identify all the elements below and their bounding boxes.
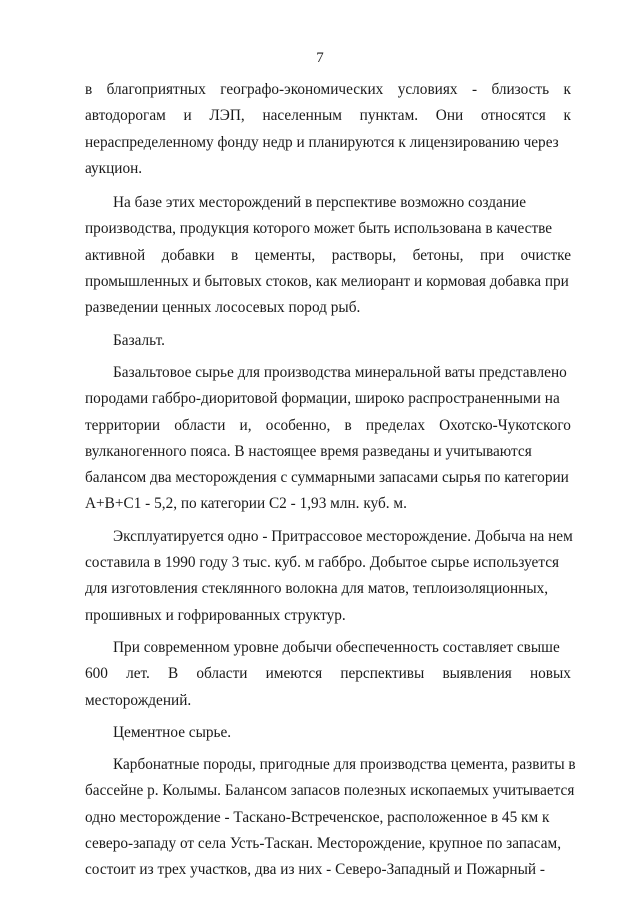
text-line: для изготовления стеклянного волокна для матов, теплоизоляционных, (85, 580, 549, 598)
text-line: Базальтовое сырье для производства минеральной ваты представлено (113, 363, 567, 381)
word: населенным (262, 107, 342, 125)
paragraph (85, 524, 571, 629)
paragraph (85, 360, 571, 518)
word: растворы, (331, 246, 397, 264)
paragraph (85, 190, 571, 321)
text-line: одно месторождение - Таскано-Встреченское, расположенное в 45 км к (85, 808, 550, 826)
paragraph (85, 77, 571, 182)
text-line: производства, продукция которого может быть использована в качестве (85, 220, 553, 238)
word: области (196, 665, 248, 683)
text-line: аукцион. (85, 159, 143, 177)
section-heading-cement: Цементное сырье. (113, 723, 232, 741)
text-line: промышленных и бытовых стоков, как мелиорант и кормовая добавка при (85, 273, 569, 291)
word: к (563, 107, 571, 125)
word: в (85, 81, 93, 98)
text-line: разведении ценных лососевых пород рыб. (85, 299, 361, 317)
text-line: составила в 1990 году 3 тыс. куб. м габбро. Добытое сырье используется (85, 554, 560, 572)
word: к (563, 81, 571, 98)
word: имеются (265, 665, 323, 683)
text-line: породами габбро-диоритовой формации, широко распространенными на (85, 390, 560, 408)
text-line: На базе этих месторождений в перспективе возможно создание (113, 194, 527, 212)
section-heading-basalt: Базальт. (113, 331, 165, 349)
word: В (168, 665, 179, 683)
paragraph (85, 752, 576, 883)
word: перспективы (340, 665, 425, 683)
word: выявления (442, 665, 512, 683)
page-number: 7 (316, 50, 324, 66)
word: в (344, 416, 352, 434)
word: относятся (480, 107, 546, 125)
text-line: нераспределенному фонду недр и планируются к лицензированию через (85, 133, 559, 151)
word: при (479, 246, 505, 264)
text-line: бассейне р. Колымы. Балансом запасов полезных ископаемых учитывается (85, 782, 575, 800)
text-line (85, 77, 571, 103)
word: ЛЭП, (209, 107, 245, 125)
word: активной (85, 246, 146, 264)
word: добавки (161, 246, 215, 264)
text-line (85, 661, 571, 687)
word: географо-экономических (220, 81, 384, 98)
document-body (85, 77, 576, 884)
word: и, (239, 416, 252, 434)
text-line: А+В+С1 - 5,2, по категории С2 - 1,93 млн. куб. м. (85, 495, 407, 513)
word: бетоны, (412, 246, 464, 264)
text-line: северо-западу от села Усть-Таскан. Месторождение, крупное по запасам, (85, 835, 562, 853)
word: - (471, 81, 478, 98)
word: близость (491, 81, 550, 98)
word: благоприятных (106, 81, 206, 98)
word: пределах (365, 416, 425, 434)
word: новых (529, 665, 571, 683)
word: особенно, (265, 416, 331, 434)
word: цементы, (254, 246, 316, 264)
word: пунктам. (359, 107, 419, 125)
word: автодорогам (85, 107, 166, 125)
text-line: состоит из трех участков, два из них - Северо-Западный и Пожарный - (85, 861, 545, 879)
word: Охотско-Чукотского (439, 416, 571, 434)
word: территории (85, 416, 161, 434)
text-line: прошивных и гофрированных структур. (85, 606, 346, 624)
text-line: вулканогенного пояса. В настоящее время разведаны и учитываются (85, 442, 532, 460)
paragraph (85, 635, 571, 714)
text-line (85, 413, 571, 439)
text-line (85, 103, 571, 129)
word: области (174, 416, 226, 434)
text-line: При современном уровне добычи обеспеченность составляет свыше (113, 638, 560, 656)
word: в (231, 246, 239, 264)
word: лет. (126, 665, 150, 683)
text-line (85, 243, 571, 269)
text-line: балансом два месторождения с суммарными запасами сырья по категории (85, 469, 569, 487)
word: и (183, 107, 192, 125)
word: 600 (85, 665, 108, 683)
word: условиях (397, 81, 458, 98)
text-line: Карбонатные породы, пригодные для производства цемента, развиты в (113, 756, 576, 774)
text-line: Эксплуатируется одно - Притрассовое месторождение. Добыча на нем (113, 527, 573, 545)
word: очистке (520, 246, 571, 264)
text-line: месторождений. (85, 691, 192, 709)
word: Они (435, 107, 464, 125)
